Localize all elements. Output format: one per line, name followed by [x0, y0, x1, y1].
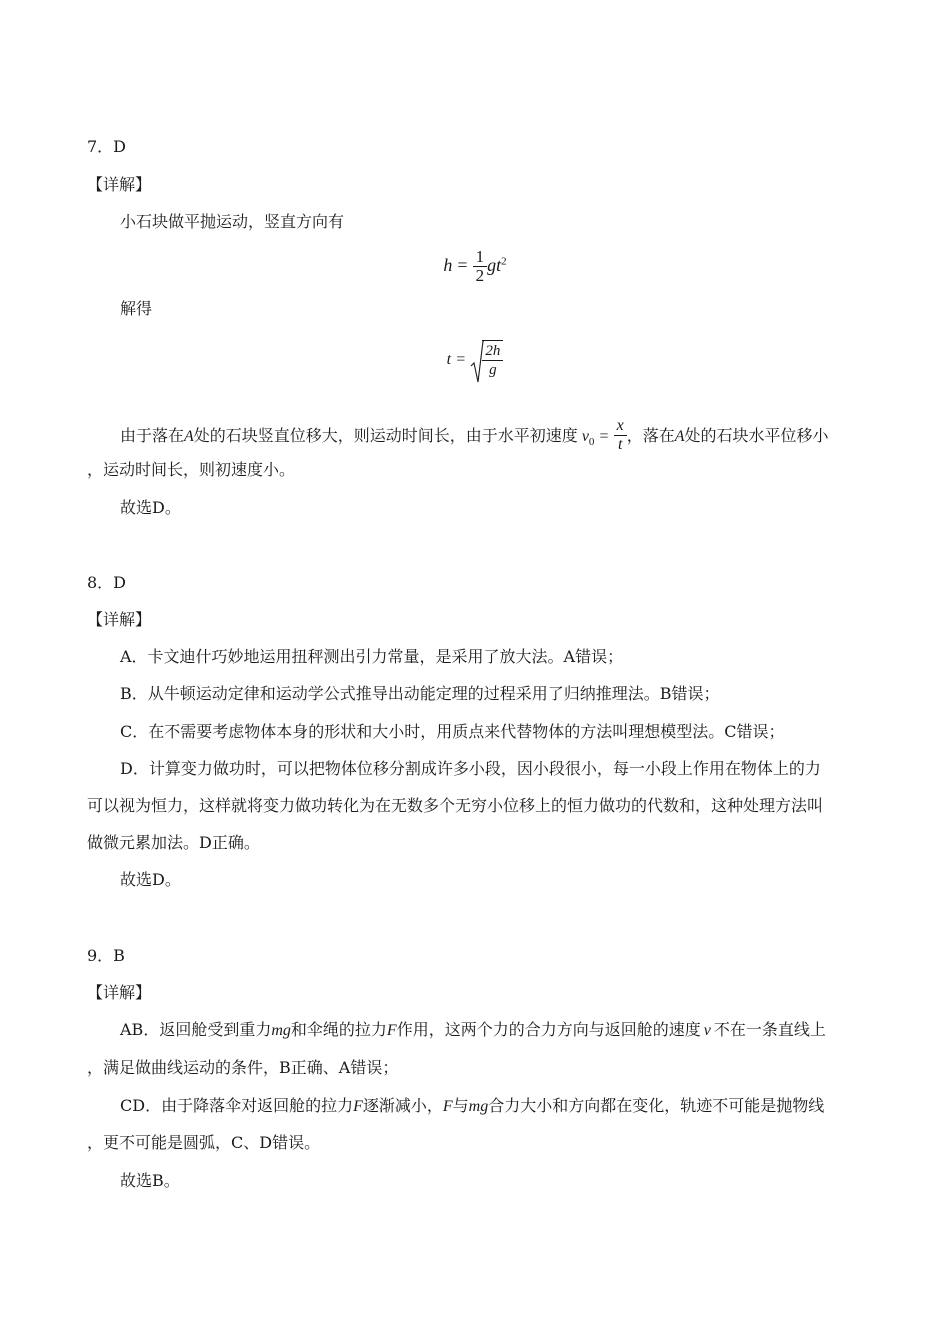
q9-heading: 9．B — [87, 946, 125, 965]
q9-detail-label: 【详解】 — [87, 983, 152, 1002]
q9-option-ab-line2: ，满足做曲线运动的条件，B正确、A错误； — [87, 1058, 399, 1077]
q7-conclusion: 故选D。 — [120, 498, 181, 517]
q7-paragraph-1: 小石块做平抛运动，竖直方向有 — [120, 212, 345, 231]
q7-paragraph-3: 由于落在A处的石块竖直位移大，则运动时间长，由于水平初速度 $v_0$ = $\frac{x}{t}$ ，落在A处的石块水平位移小 — [120, 417, 829, 453]
q8-option-a: A．卡文迪什巧妙地运用扭秤测出引力常量，是采用了放大法。A错误； — [120, 647, 624, 666]
sqrt-icon: $\frac{2h}{g}$ — [470, 340, 503, 379]
q8-option-b: B．从牛顿运动定律和运动学公式推导出动能定理的过程采用了归纳推理法。B错误； — [120, 684, 720, 703]
q8-conclusion: 故选D。 — [120, 870, 181, 889]
q8-detail-label: 【详解】 — [87, 610, 152, 629]
q9-option-ab-line1: AB．返回舱受到重力mg和伞绳的拉力F作用，这两个力的合力方向与返回舱的速度 v 不在一条直线上 — [120, 1020, 826, 1039]
radical-sign-icon — [470, 340, 484, 384]
q8-option-d-line1: D．计算变力做功时，可以把物体位移分割成许多小段，因小段很小，每一小段上作用在物体上的力 — [120, 759, 821, 778]
q9-option-cd-line2: ，更不可能是圆弧，C、D错误。 — [87, 1133, 321, 1152]
q7-heading: 7．D — [87, 137, 127, 156]
q9-conclusion: 故选B。 — [120, 1171, 180, 1190]
q9-option-cd-line1: CD．由于降落伞对返回舱的拉力F逐渐减小，F与mg合力大小和方向都在变化，轨迹不可能是抛物线 — [120, 1096, 825, 1115]
q7-paragraph-4: ，运动时间长，则初速度小。 — [87, 460, 296, 479]
q8-option-d-line3: 做微元累加法。D正确。 — [87, 833, 260, 852]
q7-equation-2: t = $\frac{2h}{g}$ — [0, 340, 950, 379]
q7-detail-label: 【详解】 — [87, 175, 152, 194]
q8-option-d-line2: 可以视为恒力，这样就将变力做功转化为在无数多个无穷小位移上的恒力做功的代数和，这种处理方法叫 — [87, 796, 824, 815]
q7-paragraph-2: 解得 — [120, 299, 153, 318]
q8-option-c: C．在不需要考虑物体本身的形状和大小时，用质点来代替物体的方法叫理想模型法。C错误； — [120, 722, 785, 741]
q8-heading: 8．D — [87, 573, 127, 592]
q7-equation-1: h = $\frac{1}{2}$ $gt^2$ — [443, 247, 507, 285]
